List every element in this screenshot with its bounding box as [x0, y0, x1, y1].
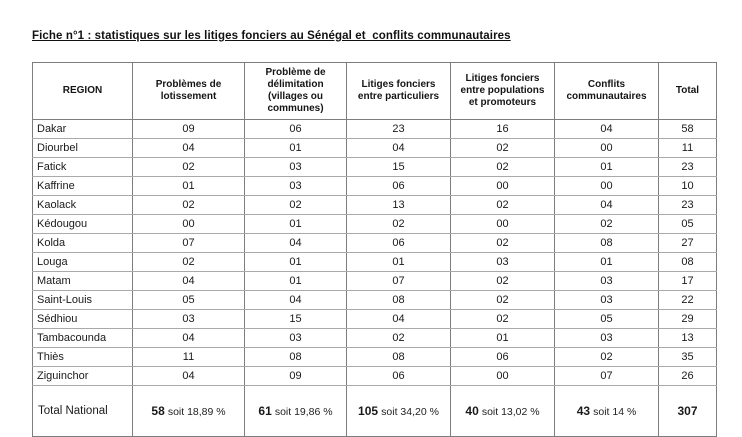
total-suffix: soit 13,02 % [481, 406, 540, 418]
value-cell-populations: 16 [451, 120, 555, 139]
region-cell: Kaffrine [33, 177, 133, 196]
value-cell-particuliers: 02 [347, 215, 451, 234]
value-cell-delimitation: 01 [245, 253, 347, 272]
total-value: 40 [465, 404, 479, 418]
value-cell-delimitation: 09 [245, 367, 347, 386]
table-row [33, 234, 717, 253]
value-cell-populations: 01 [451, 329, 555, 348]
region-cell: Sédhiou [33, 310, 133, 329]
value-cell-particuliers: 23 [347, 120, 451, 139]
table-row [33, 120, 717, 139]
value-cell-particuliers: 01 [347, 253, 451, 272]
value-cell-particuliers: 07 [347, 272, 451, 291]
value-cell-delimitation: 03 [245, 158, 347, 177]
region-cell: Louga [33, 253, 133, 272]
value-cell-total: 13 [659, 329, 717, 348]
value-cell-populations: 03 [451, 253, 555, 272]
value-cell-particuliers: 08 [347, 348, 451, 367]
value-cell-conflits: 04 [555, 196, 659, 215]
region-cell: Fatick [33, 158, 133, 177]
value-cell-lotissement: 02 [133, 158, 245, 177]
total-cell-particuliers [347, 386, 451, 437]
table-header-row [33, 63, 717, 120]
table-row [33, 348, 717, 367]
value-cell-conflits: 01 [555, 158, 659, 177]
table-row [33, 196, 717, 215]
total-cell-populations [451, 386, 555, 437]
value-cell-conflits: 08 [555, 234, 659, 253]
total-cell-lotissement [133, 386, 245, 437]
total-label: Total National [33, 386, 133, 437]
total-cell-conflits [555, 386, 659, 437]
value-cell-conflits: 03 [555, 272, 659, 291]
value-cell-total: 22 [659, 291, 717, 310]
total-value: 105 [358, 404, 379, 418]
value-cell-total: 29 [659, 310, 717, 329]
value-cell-conflits: 01 [555, 253, 659, 272]
value-cell-lotissement: 05 [133, 291, 245, 310]
value-cell-delimitation: 03 [245, 329, 347, 348]
value-cell-conflits: 00 [555, 177, 659, 196]
region-cell: Tambacounda [33, 329, 133, 348]
header-region: REGION [33, 63, 133, 120]
value-cell-lotissement: 07 [133, 234, 245, 253]
value-cell-delimitation: 01 [245, 272, 347, 291]
region-cell: Dakar [33, 120, 133, 139]
value-cell-particuliers: 15 [347, 158, 451, 177]
value-cell-delimitation: 04 [245, 291, 347, 310]
header-total: Total [659, 63, 717, 120]
table-total-row [33, 386, 717, 437]
region-cell: Matam [33, 272, 133, 291]
value-cell-lotissement: 04 [133, 272, 245, 291]
value-cell-delimitation: 04 [245, 234, 347, 253]
total-value: 61 [258, 404, 272, 418]
table-row [33, 253, 717, 272]
total-suffix: soit 34,20 % [381, 406, 439, 418]
value-cell-delimitation: 02 [245, 196, 347, 215]
region-cell: Diourbel [33, 139, 133, 158]
total-suffix: soit 19,86 % [274, 406, 333, 418]
value-cell-total: 27 [659, 234, 717, 253]
header-lotissement: Problèmes de lotissement [133, 63, 245, 120]
value-cell-particuliers: 06 [347, 177, 451, 196]
value-cell-lotissement: 04 [133, 139, 245, 158]
value-cell-lotissement: 03 [133, 310, 245, 329]
region-cell: Kolda [33, 234, 133, 253]
value-cell-populations: 00 [451, 215, 555, 234]
value-cell-populations: 02 [451, 310, 555, 329]
value-cell-conflits: 02 [555, 348, 659, 367]
value-cell-total: 11 [659, 139, 717, 158]
table-row [33, 177, 717, 196]
value-cell-total: 08 [659, 253, 717, 272]
value-cell-particuliers: 02 [347, 329, 451, 348]
value-cell-particuliers: 13 [347, 196, 451, 215]
header-populations: Litiges fonciers entre populations et promoteurs [451, 63, 555, 120]
value-cell-delimitation: 06 [245, 120, 347, 139]
value-cell-populations: 02 [451, 272, 555, 291]
value-cell-total: 23 [659, 196, 717, 215]
value-cell-lotissement: 11 [133, 348, 245, 367]
value-cell-conflits: 04 [555, 120, 659, 139]
value-cell-lotissement: 04 [133, 329, 245, 348]
region-cell: Ziguinchor [33, 367, 133, 386]
value-cell-lotissement: 02 [133, 196, 245, 215]
page-title: Fiche n°1 : statistiques sur les litiges fonciers au Sénégal et conflits communautaires [32, 30, 511, 42]
value-cell-conflits: 03 [555, 291, 659, 310]
value-cell-total: 26 [659, 367, 717, 386]
value-cell-total: 35 [659, 348, 717, 367]
value-cell-delimitation: 15 [245, 310, 347, 329]
value-cell-conflits: 00 [555, 139, 659, 158]
value-cell-delimitation: 01 [245, 215, 347, 234]
value-cell-particuliers: 06 [347, 367, 451, 386]
total-value: 307 [677, 404, 698, 418]
table-row [33, 139, 717, 158]
value-cell-populations: 02 [451, 196, 555, 215]
region-cell: Kédougou [33, 215, 133, 234]
table-row [33, 329, 717, 348]
table-row [33, 310, 717, 329]
table-row [33, 272, 717, 291]
header-delimitation: Problème de délimitation (villages ou communes) [245, 63, 347, 120]
value-cell-particuliers: 06 [347, 234, 451, 253]
value-cell-lotissement: 00 [133, 215, 245, 234]
total-value: 58 [151, 404, 165, 418]
value-cell-delimitation: 08 [245, 348, 347, 367]
value-cell-particuliers: 08 [347, 291, 451, 310]
value-cell-lotissement: 04 [133, 367, 245, 386]
header-conflits: Conflits communautaires [555, 63, 659, 120]
value-cell-conflits: 03 [555, 329, 659, 348]
total-suffix: soit 18,89 % [167, 406, 226, 418]
value-cell-delimitation: 03 [245, 177, 347, 196]
value-cell-conflits: 02 [555, 215, 659, 234]
region-cell: Kaolack [33, 196, 133, 215]
value-cell-total: 23 [659, 158, 717, 177]
value-cell-delimitation: 01 [245, 139, 347, 158]
value-cell-populations: 06 [451, 348, 555, 367]
value-cell-lotissement: 02 [133, 253, 245, 272]
value-cell-populations: 02 [451, 291, 555, 310]
region-cell: Thiès [33, 348, 133, 367]
value-cell-populations: 02 [451, 234, 555, 253]
value-cell-lotissement: 01 [133, 177, 245, 196]
value-cell-total: 05 [659, 215, 717, 234]
table-body [33, 120, 717, 386]
table-row [33, 158, 717, 177]
value-cell-lotissement: 09 [133, 120, 245, 139]
value-cell-total: 58 [659, 120, 717, 139]
total-cell-delimitation [245, 386, 347, 437]
value-cell-populations: 02 [451, 158, 555, 177]
value-cell-populations: 02 [451, 139, 555, 158]
total-suffix: soit 14 % [593, 406, 637, 418]
value-cell-conflits: 07 [555, 367, 659, 386]
table-row [33, 291, 717, 310]
region-cell: Saint-Louis [33, 291, 133, 310]
total-cell-grand-total [659, 386, 717, 437]
total-value: 43 [576, 404, 591, 418]
table-row [33, 215, 717, 234]
value-cell-populations: 00 [451, 177, 555, 196]
value-cell-particuliers: 04 [347, 139, 451, 158]
statistics-table [32, 62, 717, 437]
value-cell-total: 17 [659, 272, 717, 291]
value-cell-conflits: 05 [555, 310, 659, 329]
table-row [33, 367, 717, 386]
value-cell-total: 10 [659, 177, 717, 196]
value-cell-particuliers: 04 [347, 310, 451, 329]
header-particuliers: Litiges fonciers entre particuliers [347, 63, 451, 120]
value-cell-populations: 00 [451, 367, 555, 386]
